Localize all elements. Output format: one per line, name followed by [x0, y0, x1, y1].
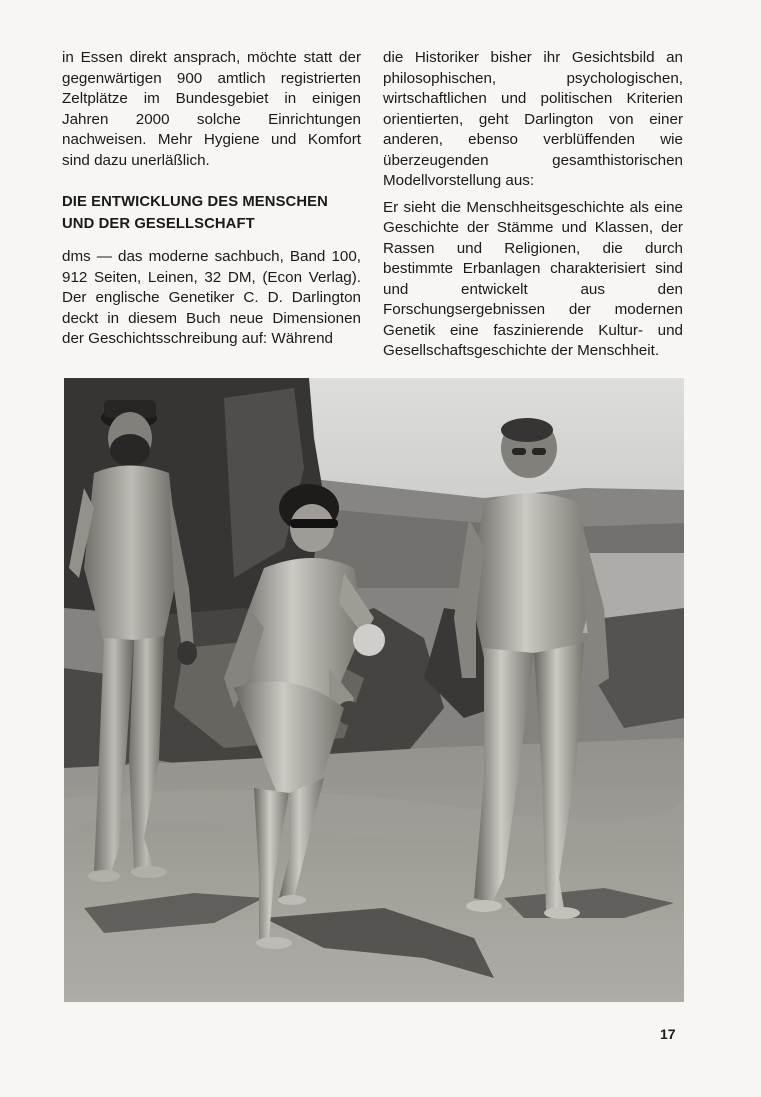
right-paragraph-2: Er sieht die Menschheitsgeschichte als eine Geschichte der Stämme und Klassen, der Rassen und Religionen, die durch bestimmte Erbanlagen charakterisiert sind und entwickelt aus den Forschungsergebnissen der modernen Genetik eine faszinierende Kultur- und Gesellschaftsgeschichte der Menschheit. — [383, 198, 683, 359]
right-text-column — [383, 48, 683, 362]
left-paragraph-2: dms — das moderne sachbuch, Band 100, 912 Seiten, Leinen, 32 DM, (Econ Verlag). Der englische Genetiker C. D. Darlington deckt in diesem Buch neue Dimensionen der Geschichtsschreibung auf: Während — [62, 248, 361, 347]
beach-photo — [64, 378, 684, 1002]
photo-illustration — [64, 378, 684, 1002]
section-heading: DIE ENTWICKLUNG DES MENSCHEN UND DER GESELLSCHAFT — [62, 194, 328, 232]
page-number: 17 — [660, 1026, 676, 1042]
left-text-column — [62, 48, 361, 350]
right-paragraph-1: die Historiker bisher ihr Gesichtsbild an philosophischen, psychologischen, wirtschaftlichen und politischen Kriterien orientierten, geht Darlington von einer anderen, ebenso verblüffenden wie überzeugenden gesamthistorischen Modellvorstellung aus: — [383, 49, 683, 189]
spacer — [62, 171, 361, 191]
left-paragraph-1: in Essen direkt ansprach, möchte statt der gegenwärtigen 900 amtlich registrierten Zeltplätze im Bundesgebiet in einigen Jahren 2000 solche Einrichtungen nachweisen. Mehr Hygiene und Komfort sind dazu unerläßlich. — [62, 49, 361, 169]
